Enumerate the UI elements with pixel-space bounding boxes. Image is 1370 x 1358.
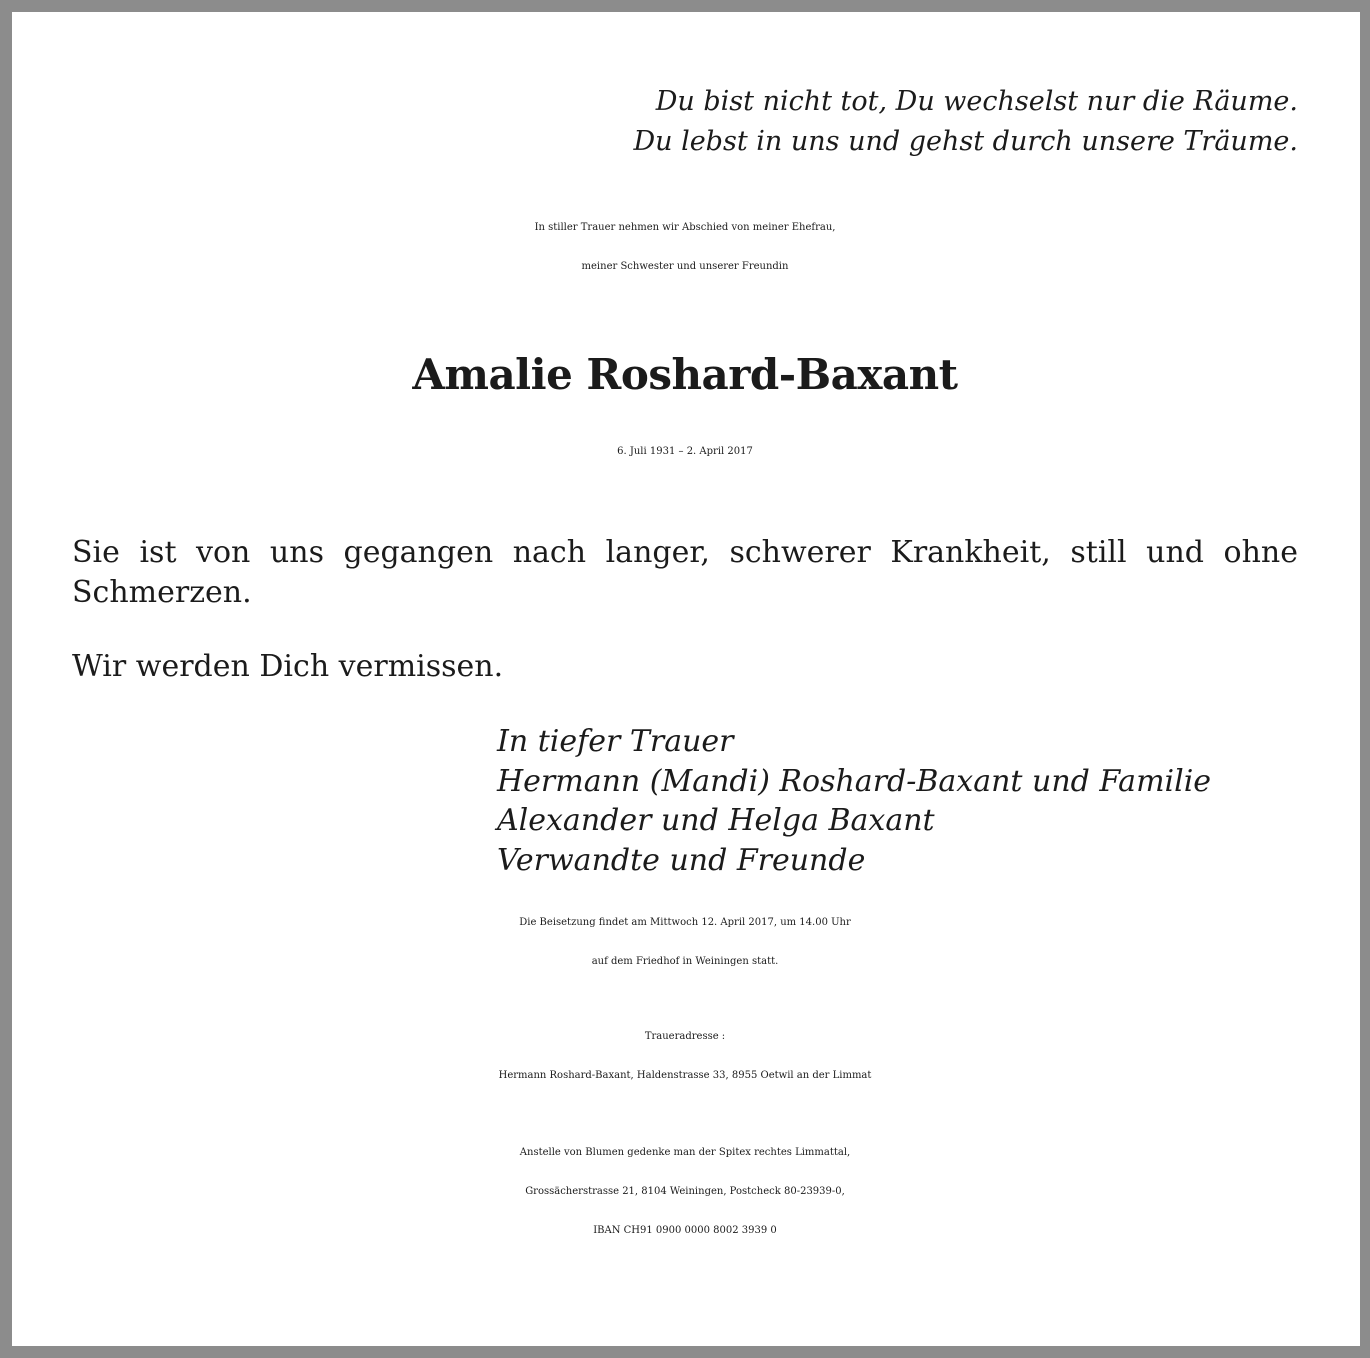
deceased-name: Amalie Roshard-Baxant xyxy=(412,350,958,399)
message-paragraph-1: Sie ist von uns gegangen nach langer, schwerer Krankheit, still und ohne Schmerzen. xyxy=(72,535,1298,610)
donation-line-3: IBAN CH91 0900 0000 8002 3939 0 xyxy=(593,1225,777,1236)
burial-line-1: Die Beisetzung findet am Mittwoch 12. April 2017, um 14.00 Uhr xyxy=(519,917,851,928)
intro-line-2: meiner Schwester und unserer Freundin xyxy=(581,261,789,272)
mourners-line-2: Hermann (Mandi) Roshard-Baxant und Familie xyxy=(497,763,1212,799)
mourners-line-1: In tiefer Trauer xyxy=(497,724,734,759)
mourners-line-3: Alexander und Helga Baxant xyxy=(497,803,935,838)
donation-line-1: Anstelle von Blumen gedenke man der Spitex rechtes Limmattal, xyxy=(519,1147,851,1158)
burial-line-2: auf dem Friedhof in Weiningen statt. xyxy=(591,956,779,967)
mourners-line-4: Verwandte und Freunde xyxy=(497,842,866,878)
address-label: Traueradresse : xyxy=(644,1031,726,1042)
mourners-block xyxy=(497,722,1211,880)
motto-line-1: Du bist nicht tot, Du wechselst nur die Räume. xyxy=(655,86,1298,117)
message-paragraph-2: Wir werden Dich vermissen. xyxy=(72,649,504,684)
intro-line-1: In stiller Trauer nehmen wir Abschied von meiner Ehefrau, xyxy=(534,222,836,233)
address-line: Hermann Roshard-Baxant, Haldenstrasse 33, 8955 Oetwil an der Limmat xyxy=(498,1070,872,1081)
donation-line-2: Grossächerstrasse 21, 8104 Weiningen, Postcheck 80-23939-0, xyxy=(525,1186,845,1197)
motto-line-2: Du lebst in uns und gehst durch unsere Träume. xyxy=(633,126,1298,157)
deceased-dates: 6. Juli 1931 – 2. April 2017 xyxy=(617,446,753,457)
